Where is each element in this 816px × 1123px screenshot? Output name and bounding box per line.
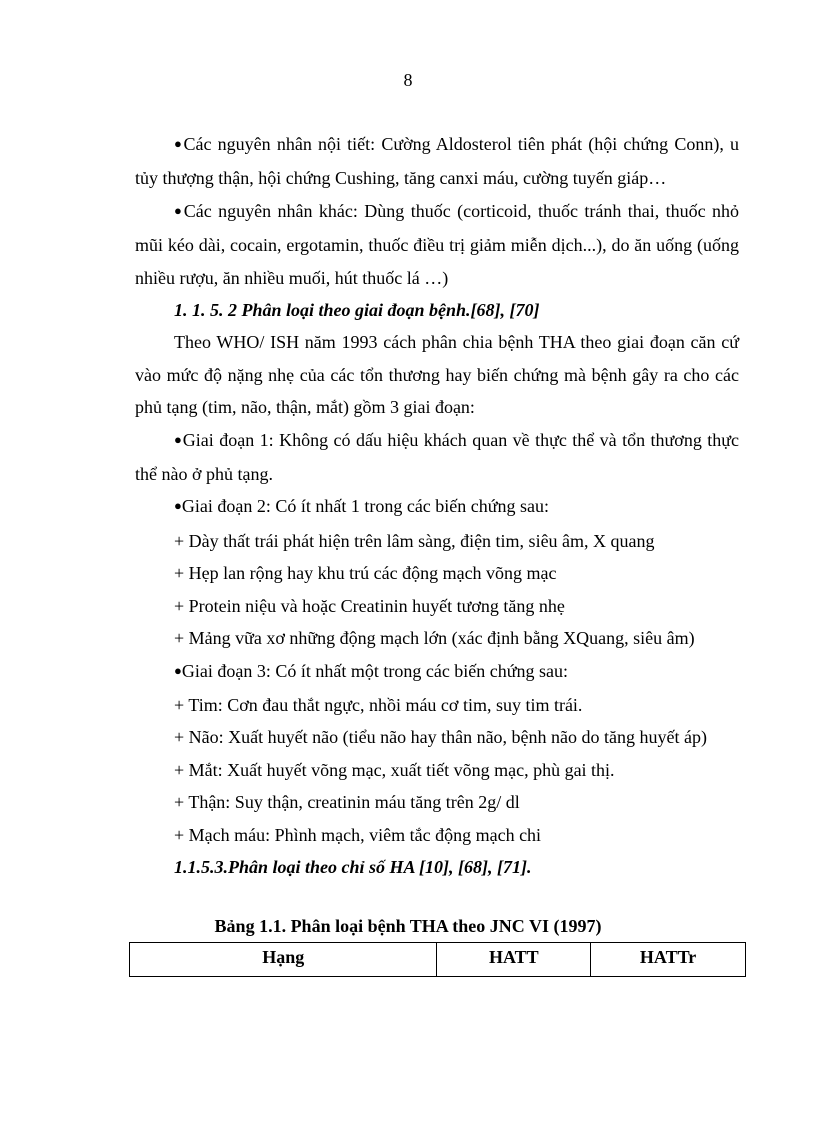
list-item: + Mắt: Xuất huyết võng mạc, xuất tiết võng mạc, phù gai thị. xyxy=(174,759,615,780)
paragraph-stage-1: ●Giai đoạn 1: Không có dấu hiệu khách quan về thực thể và tổn thương thực thể nào ở phủ tạng. xyxy=(135,429,739,485)
list-item: + Thận: Suy thận, creatinin máu tăng trên 2g/ dl xyxy=(174,792,520,813)
paragraph-who-ish: Theo WHO/ ISH năm 1993 cách phân chia bệnh THA theo giai đoạn căn cứ vào mức độ nặng nhẹ của các tổn thương hay biến chứng mà bệnh gây ra cho các phủ tạng (tim, não, thận, mắt) gồm 3 giai đoạn: xyxy=(135,332,739,418)
paragraph-endocrine-causes: ●Các nguyên nhân nội tiết: Cường Aldosterol tiên phát (hội chứng Conn), u tủy thượng thận, hội chứng Cushing, tăng canxi máu, cường tuyến giáp… xyxy=(135,134,739,189)
bullet-icon: ● xyxy=(174,498,182,514)
page-number: 8 xyxy=(403,70,413,90)
list-item: + Não: Xuất huyết não (tiểu não hay thân não, bệnh não do tăng huyết áp) xyxy=(174,727,707,748)
table-caption: Bảng 1.1. Phân loại bệnh THA theo JNC VI (1997) xyxy=(214,916,602,936)
paragraph-stage-2: ●Giai đoạn 2: Có ít nhất 1 trong các biến chứng sau: xyxy=(174,496,550,517)
section-heading-bp-classification: 1.1.5.3.Phân loại theo chỉ số HA [10], [68], [71]. xyxy=(174,856,532,877)
classification-table xyxy=(129,942,746,977)
list-item: + Protein niệu và hoặc Creatinin huyết tương tăng nhẹ xyxy=(174,595,565,616)
bullet-icon: ● xyxy=(174,662,182,678)
list-item: + Hẹp lan rộng hay khu trú các động mạch võng mạc xyxy=(174,563,557,584)
table-header-cell: Hạng xyxy=(130,943,437,977)
bullet-icon: ● xyxy=(174,431,183,447)
list-item: + Dày thất trái phát hiện trên lâm sàng, điện tim, siêu âm, X quang xyxy=(174,530,655,551)
table-header-cell: HATT xyxy=(437,943,591,977)
paragraph-other-causes: ●Các nguyên nhân khác: Dùng thuốc (corticoid, thuốc tránh thai, thuốc nhỏ mũi kéo dài, cocain, ergotamin, thuốc điều trị giảm miễn dịch...), do ăn uống (uống nhiều rượu, ăn nhiều muối, hút thuốc lá …) xyxy=(135,200,740,288)
list-item: + Tim: Cơn đau thắt ngực, nhồi máu cơ tim, suy tim trái. xyxy=(174,694,583,715)
table-header-cell: HATTr xyxy=(591,943,746,977)
list-item: + Mảng vữa xơ những động mạch lớn (xác định bằng XQuang, siêu âm) xyxy=(174,628,695,649)
list-item: + Mạch máu: Phình mạch, viêm tắc động mạch chi xyxy=(174,824,542,845)
section-heading-stage-classification: 1. 1. 5. 2 Phân loại theo giai đoạn bệnh.[68], [70] xyxy=(174,300,540,321)
paragraph-stage-3: ●Giai đoạn 3: Có ít nhất một trong các biến chứng sau: xyxy=(174,660,569,681)
table-header-row xyxy=(130,943,746,977)
bullet-icon: ● xyxy=(174,202,184,218)
body-text xyxy=(135,128,739,883)
bullet-icon: ● xyxy=(174,136,184,151)
